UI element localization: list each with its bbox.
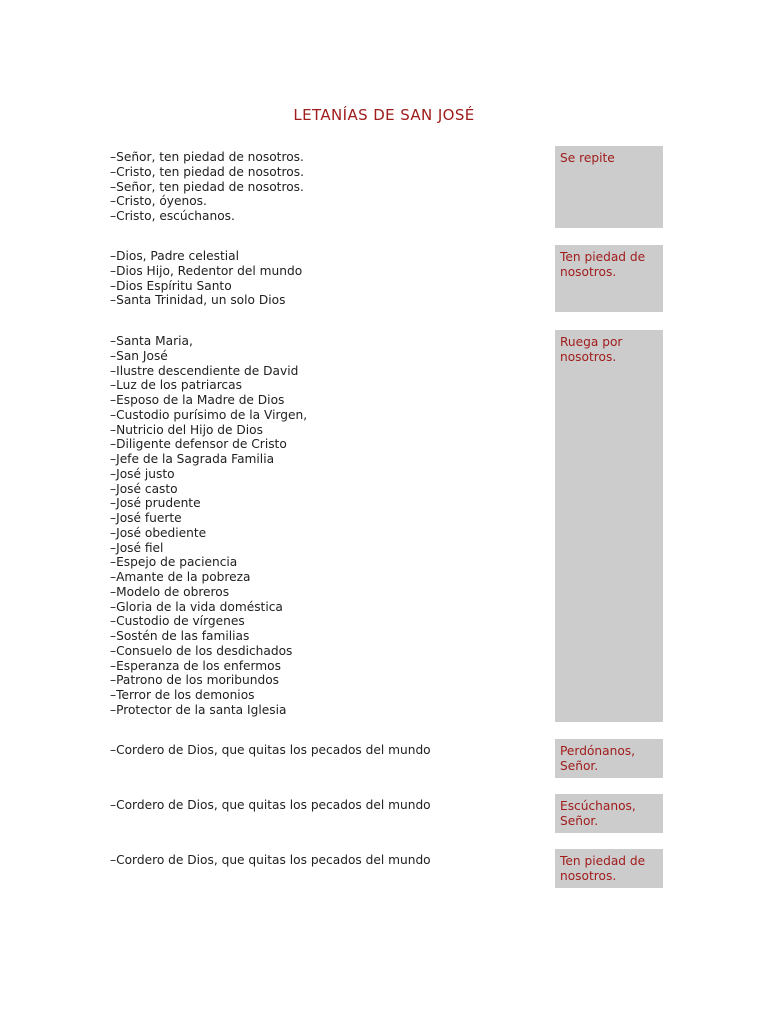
invocation-list [110,334,540,718]
response-box [555,849,663,888]
response-text: Se repite [560,151,615,165]
response-text: Ten piedad de nosotros. [560,250,646,279]
response-box [555,794,663,833]
invocation-line: –Cordero de Dios, que quitas los pecados del mundo [110,743,431,757]
response-text: Ruega por nosotros. [560,335,623,364]
response-box [555,330,663,722]
invocation-line: –Amante de la pobreza [110,570,251,584]
response-text: Perdónanos, Señor. [560,744,635,773]
invocation-line: –Cristo, ten piedad de nosotros. [110,164,304,179]
invocation-line: –Protector de la santa Iglesia [110,702,287,717]
invocation-line: –José justo [110,466,175,481]
invocation-line: –Custodio de vírgenes [110,614,245,629]
invocation-line: –Gloria de la vida doméstica [110,599,283,614]
invocation-line: –Esperanza de los enfermos [110,658,281,673]
invocation-list [110,743,540,758]
invocation-line: –Cordero de Dios, que quitas los pecados del mundo [110,798,431,812]
invocation-line: –Cordero de Dios, que quitas los pecados del mundo [110,853,431,867]
invocation-line: –Sostén de las familias [110,629,250,643]
invocation-line: –Cristo, escúchanos. [110,209,235,223]
invocation-line: –Diligente defensor de Cristo [110,437,287,452]
response-box [555,146,663,228]
invocation-line: –José fuerte [110,511,182,525]
invocation-line: –Terror de los demonios [110,688,255,702]
invocation-list [110,798,540,813]
invocation-line: –Dios Hijo, Redentor del mundo [110,263,303,278]
invocation-line: –Custodio purísimo de la Virgen, [110,407,308,422]
invocation-line: –Jefe de la Sagrada Familia [110,452,275,466]
invocation-line: –José obediente [110,525,207,540]
invocation-line: –Señor, ten piedad de nosotros. [110,150,304,164]
invocation-line: –Ilustre descendiente de David [110,363,299,378]
invocation-line: –San José [110,348,168,363]
invocation-line: –Dios, Padre celestial [110,249,239,263]
invocation-line: –Nutricio del Hijo de Dios [110,422,263,437]
invocation-line: –José fiel [110,540,164,555]
invocation-line: –José casto [110,481,178,496]
invocation-line: –Santa Maria, [110,334,193,348]
page-title: LETANÍAS DE SAN JOSÉ [293,106,475,124]
response-text: Ten piedad de nosotros. [560,854,646,883]
invocation-list [110,853,540,868]
invocation-list [110,150,540,224]
invocation-line: –Señor, ten piedad de nosotros. [110,179,304,194]
response-text: Escúchanos, Señor. [560,799,636,828]
invocation-line: –Espejo de paciencia [110,555,238,570]
response-box [555,245,663,312]
invocation-line: –Santa Trinidad, un solo Dios [110,293,286,308]
response-box [555,739,663,778]
invocation-line: –Esposo de la Madre de Dios [110,393,285,407]
invocation-line: –Cristo, óyenos. [110,194,207,209]
invocation-line: –Dios Espíritu Santo [110,278,232,293]
invocation-line: –Consuelo de los desdichados [110,643,293,658]
invocation-line: –Modelo de obreros [110,584,230,599]
invocation-line: –José prudente [110,496,201,511]
invocation-line: –Patrono de los moribundos [110,673,280,688]
invocation-list [110,249,540,308]
invocation-line: –Luz de los patriarcas [110,378,242,393]
